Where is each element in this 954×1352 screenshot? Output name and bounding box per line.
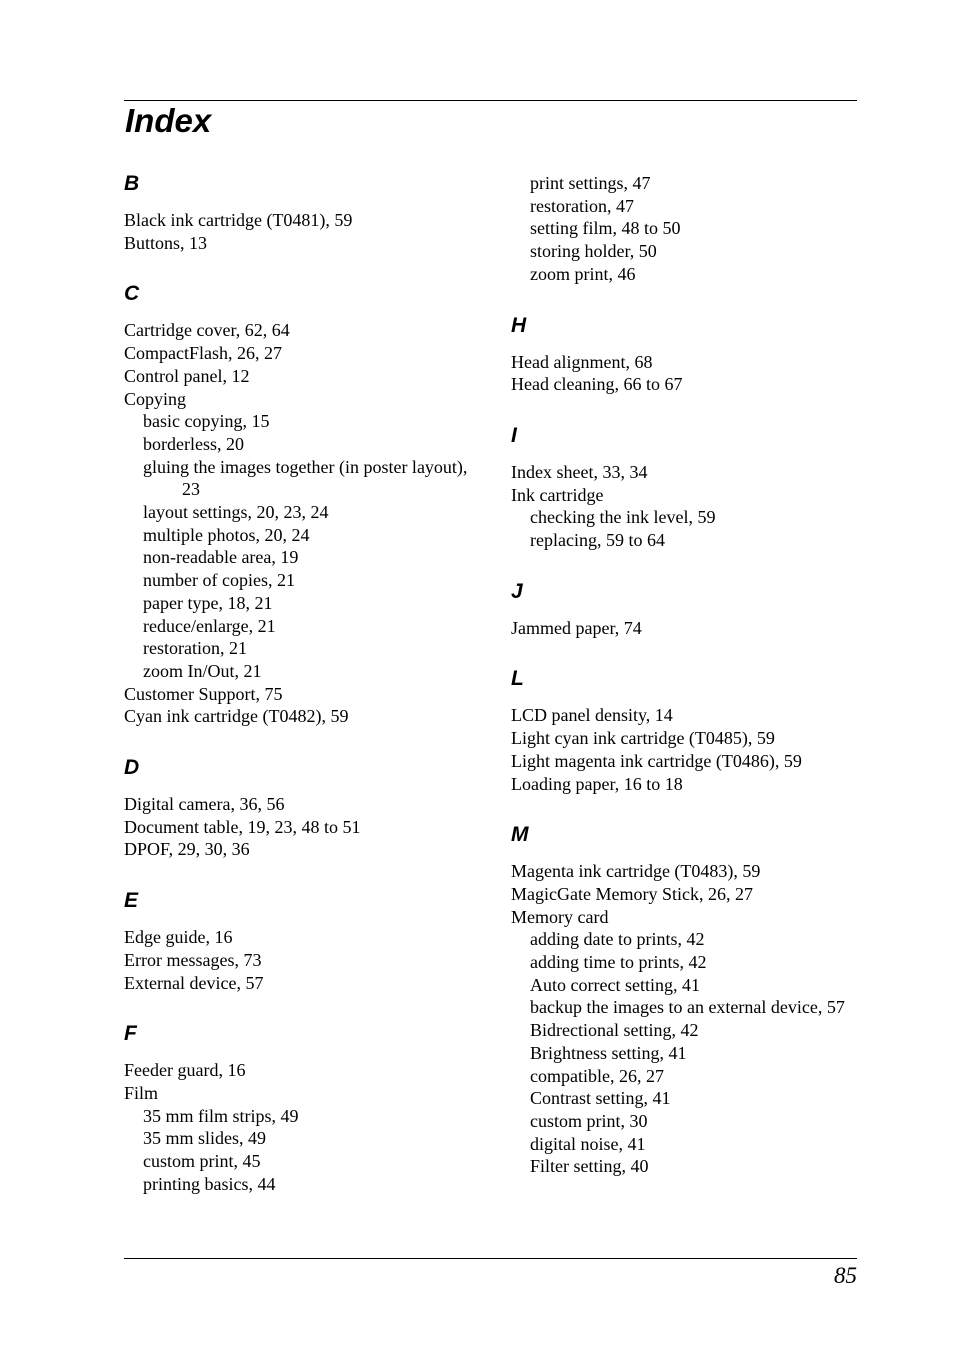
index-subentry: restoration, 21 — [143, 638, 247, 659]
index-subentry: zoom print, 46 — [530, 263, 636, 284]
index-section-f — [124, 1022, 484, 1195]
index-entry: DPOF, 29, 30, 36 — [124, 839, 250, 860]
index-section-j — [511, 580, 871, 640]
index-entry: Light magenta ink cartridge (T0486), 59 — [511, 750, 802, 771]
index-entry: Head cleaning, 66 to 67 — [511, 374, 683, 395]
index-section-i — [511, 424, 871, 552]
index-section-c — [124, 282, 484, 728]
index-section-l — [511, 667, 871, 795]
index-subentry: checking the ink level, 59 — [530, 507, 716, 528]
index-entry: Feeder guard, 16 — [124, 1060, 246, 1081]
index-section-f-continued — [511, 172, 871, 286]
index-section-m — [511, 823, 871, 1178]
page-number: 85 — [834, 1263, 857, 1288]
index-section-e — [124, 889, 484, 994]
index-column-left — [124, 172, 484, 1196]
index-subentry: Bidrectional setting, 42 — [530, 1020, 699, 1041]
index-subentry: Auto correct setting, 41 — [530, 974, 700, 995]
index-subentry: adding date to prints, 42 — [530, 929, 705, 950]
index-entry: Film — [124, 1082, 159, 1103]
index-entry: Cartridge cover, 62, 64 — [124, 320, 290, 341]
section-letter: L — [511, 667, 524, 691]
section-letter: E — [124, 889, 139, 913]
index-subentry: printing basics, 44 — [143, 1173, 276, 1194]
index-entry: Edge guide, 16 — [124, 927, 233, 948]
section-letter: C — [124, 282, 140, 306]
index-entry: Control panel, 12 — [124, 365, 250, 386]
index-entry: Head alignment, 68 — [511, 351, 653, 372]
section-letter: F — [124, 1022, 137, 1046]
index-entry: Magenta ink cartridge (T0483), 59 — [511, 861, 761, 882]
page-title: Index — [125, 102, 212, 139]
index-entry: Buttons, 13 — [124, 232, 208, 253]
footer-rule — [124, 1258, 857, 1259]
index-entry: Cyan ink cartridge (T0482), 59 — [124, 706, 349, 727]
index-section-d — [124, 756, 484, 861]
index-subentry: Brightness setting, 41 — [530, 1042, 687, 1063]
header-rule — [124, 100, 857, 101]
section-letter: I — [511, 423, 517, 447]
index-subentry: basic copying, 15 — [143, 411, 270, 432]
index-entry: Error messages, 73 — [124, 949, 262, 970]
index-section-h — [511, 314, 871, 396]
index-subentry: storing holder, 50 — [530, 241, 657, 262]
index-entry: Black ink cartridge (T0481), 59 — [124, 210, 353, 230]
index-entry: MagicGate Memory Stick, 26, 27 — [511, 883, 753, 904]
index-subentry: Filter setting, 40 — [530, 1156, 649, 1177]
index-subentry: Contrast setting, 41 — [530, 1088, 671, 1109]
index-subentry: custom print, 30 — [530, 1110, 648, 1131]
index-entry: Jammed paper, 74 — [511, 617, 642, 638]
index-subentry: digital noise, 41 — [530, 1133, 646, 1154]
section-letter: H — [511, 313, 527, 337]
index-subentry: layout settings, 20, 23, 24 — [143, 502, 329, 523]
index-entry: Loading paper, 16 to 18 — [511, 773, 683, 794]
index-subentry: non-readable area, 19 — [143, 547, 299, 568]
index-section-b — [124, 172, 484, 254]
index-entry: Digital camera, 36, 56 — [124, 794, 285, 815]
section-letter: M — [511, 823, 529, 847]
index-entry: Customer Support, 75 — [124, 683, 283, 704]
index-subentry: reduce/enlarge, 21 — [143, 615, 276, 636]
index-subentry: replacing, 59 to 64 — [530, 530, 665, 551]
index-entry: Document table, 19, 23, 48 to 51 — [124, 816, 361, 837]
index-subentry: setting film, 48 to 50 — [530, 218, 681, 239]
index-subentry: print settings, 47 — [530, 173, 651, 193]
index-subentry: 35 mm film strips, 49 — [143, 1105, 299, 1126]
index-entry: Copying — [124, 388, 187, 409]
index-entry: Light cyan ink cartridge (T0485), 59 — [511, 728, 775, 749]
index-subentry: borderless, 20 — [143, 433, 244, 454]
index-subentry: compatible, 26, 27 — [530, 1065, 664, 1086]
index-subentry: 35 mm slides, 49 — [143, 1128, 267, 1149]
index-subentry: number of copies, 21 — [143, 570, 295, 591]
index-entry: Ink cartridge — [511, 484, 604, 505]
index-entry: LCD panel density, 14 — [511, 705, 673, 726]
index-subentry: backup the images to an external device, 57 — [530, 997, 845, 1018]
index-subentry: zoom In/Out, 21 — [143, 660, 262, 681]
index-subentry: adding time to prints, 42 — [530, 952, 707, 973]
index-subentry: paper type, 18, 21 — [143, 592, 273, 613]
index-subentry: multiple photos, 20, 24 — [143, 524, 310, 545]
index-entry: External device, 57 — [124, 972, 264, 993]
index-entry: Memory card — [511, 906, 609, 927]
index-column-right — [511, 172, 871, 1178]
index-subentry: gluing the images together (in poster layout), 23 — [143, 456, 468, 500]
index-subentry: custom print, 45 — [143, 1151, 261, 1172]
index-subentry: restoration, 47 — [530, 195, 634, 216]
section-letter: D — [124, 756, 140, 780]
section-letter: B — [124, 172, 140, 195]
index-entry: Index sheet, 33, 34 — [511, 461, 648, 482]
index-entry: CompactFlash, 26, 27 — [124, 343, 282, 364]
section-letter: J — [511, 579, 523, 603]
